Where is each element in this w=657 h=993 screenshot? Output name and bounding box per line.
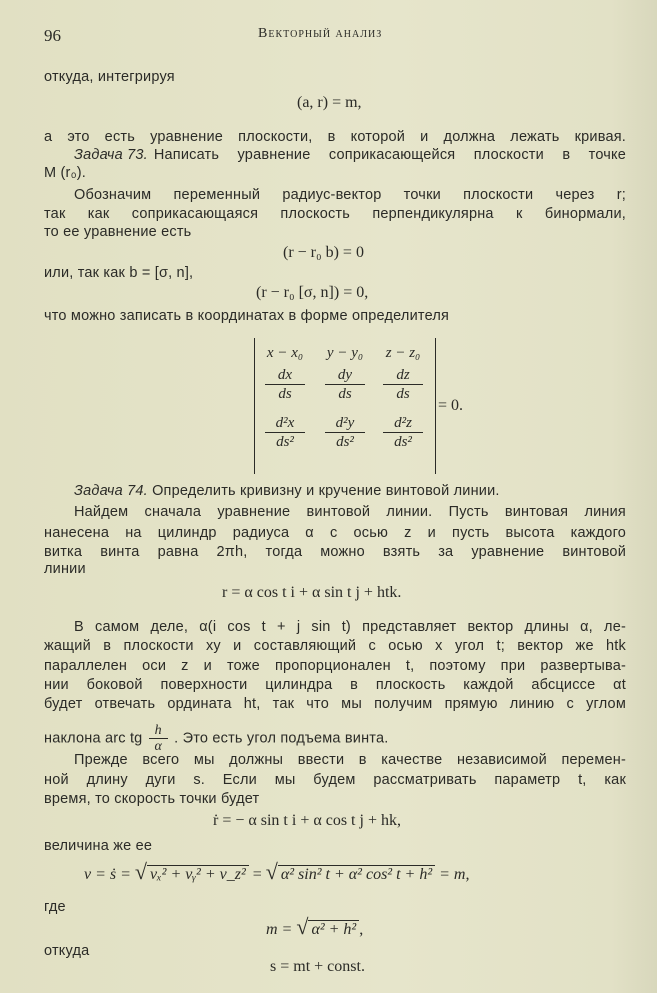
text-line: так как соприкасающаяся плоскость перпендикулярна к бинормали, [44, 206, 626, 222]
page-number: 96 [44, 26, 61, 45]
problem-74 [74, 482, 500, 500]
text-line: ной длину дуги s. Если мы будем рассматривать параметр t, как [44, 772, 626, 788]
det-cell: $\frac{\text{d²x}}{\text{ds²}}$ [257, 414, 313, 451]
text-line: Найдем сначала уравнение винтовой линии. Пусть винтовая линия [74, 504, 626, 520]
equation-velocity: ṙ = − α sin t i + α cos t j + hk, [213, 812, 401, 829]
text-line: параллелен оси z и тоже пропорционален t, поэтому при развертыва- [44, 658, 626, 674]
equation-osculating: (r − r₀ b) = 0 [283, 244, 364, 261]
det-cell: $\frac{dz}{ds}$ [375, 366, 431, 403]
sqrt-icon: √ [134, 859, 147, 884]
det-cell: $\frac{\text{d²z}}{\text{ds²}}$ [375, 414, 431, 451]
text-line: величина же ее [44, 838, 153, 854]
text-line: нии боковой поверхности цилиндра в плоскость каждой абсциссе αt [44, 677, 626, 693]
equation-arc-length: s = mt + const. [270, 958, 365, 975]
text-line: а это есть уравнение плоскости, в которой и должна лежать кривая. [44, 129, 626, 145]
sqrt-icon: √ [265, 859, 278, 884]
text-line: Прежде всего мы должны ввести в качестве независимой перемен- [74, 752, 626, 768]
text-line: откуда [44, 943, 90, 959]
determinant [254, 338, 436, 474]
problem-label: Задача 73. [74, 147, 148, 163]
sqrt-icon: √ [296, 914, 309, 939]
text-line: линии [44, 561, 86, 577]
equation-osculating-2: (r − r₀ [σ, n]) = 0, [256, 284, 369, 301]
text-line: нанесена на цилиндр радиуса α с осью z и пусть высота каждого [44, 525, 626, 541]
det-cell: $\frac{\text{d²y}}{\text{ds²}}$ [317, 414, 373, 451]
problem-text: Определить кривизну и кручение винтовой линии. [152, 483, 500, 499]
equation-helix: r = α cos t i + α sin t j + htk. [222, 584, 402, 601]
text-line: будет отвечать ордината ht, так что мы получим прямую линию с углом [44, 696, 626, 712]
text-line: наклона arc tg $\frac{h}{\alpha}$ . Это есть угол подъема винта. [44, 723, 389, 754]
text-line: жащий в плоскости xy и составляющий с осью x угол t; вектор же htk [44, 638, 626, 654]
fraction-h-over-alpha: $\frac{h}{\alpha}$ [149, 723, 168, 754]
text-line: витка винта равна 2πh, тогда можно взять за уравнение винтовой [44, 544, 626, 560]
det-cell: $\frac{dx}{ds}$ [257, 366, 313, 403]
problem-text: Написать уравнение соприкасающейся плоскости в точке [153, 147, 626, 163]
det-cell: x − x₀ [266, 345, 304, 361]
text-line: Обозначим переменный радиус-вектор точки плоскости через r; [74, 187, 626, 203]
equation-plane: (a, r) = m, [297, 94, 362, 111]
problem-73 [74, 146, 626, 164]
text-line: откуда, интегрируя [44, 69, 175, 85]
text-line: то ее уравнение есть [44, 224, 192, 240]
determinant-rhs: = 0. [438, 397, 464, 414]
text-line: M (r₀). [44, 165, 87, 181]
text-line: где [44, 899, 66, 915]
det-cell: z − z₀ [385, 345, 421, 361]
running-title: Векторный анализ [258, 26, 383, 41]
problem-label: Задача 74. [74, 483, 148, 499]
det-cell: y − y₀ [326, 345, 364, 361]
text-line: время, то скорость точки будет [44, 791, 260, 807]
text-line: что можно записать в координатах в форме определителя [44, 308, 450, 324]
equation-speed: v = ṡ = √ vₓ² + vᵧ² + v_z² = √ α² sin² t + α² cos² t + h² = m, [84, 859, 470, 884]
text-line: В самом деле, α(i cos t + j sin t) представляет вектор длины α, ле- [74, 619, 626, 635]
text-line: или, так как b = [σ, n], [44, 265, 194, 281]
det-cell: $\frac{dy}{ds}$ [317, 366, 373, 403]
equation-m: m = √ α² + h² , [266, 914, 364, 939]
